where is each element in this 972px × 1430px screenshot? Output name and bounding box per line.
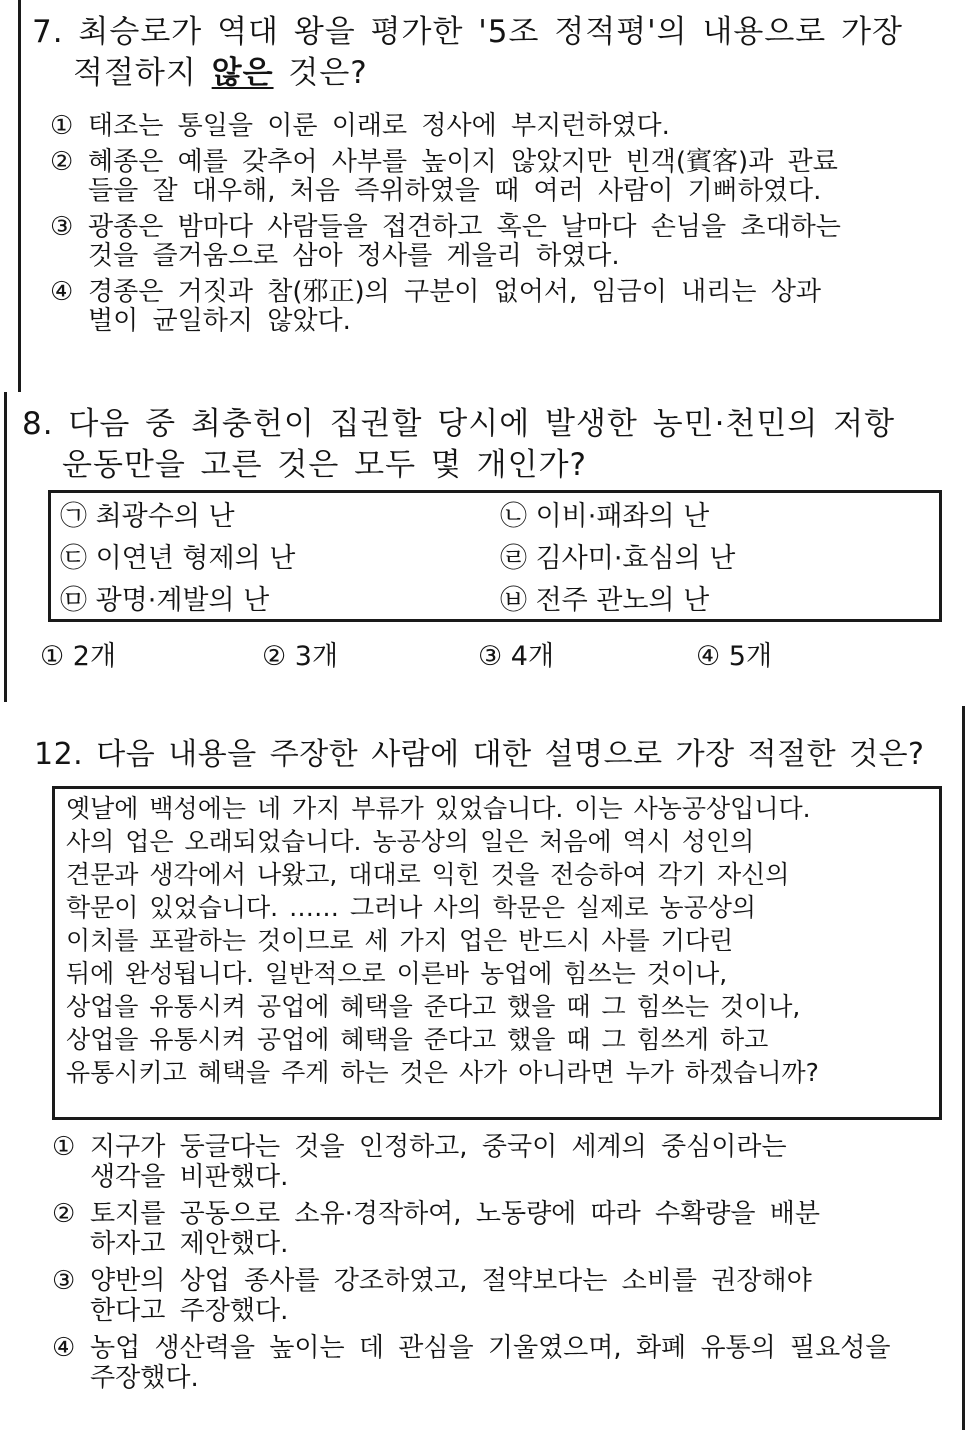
choice-text-cont: 한다고 주장했다.	[90, 1296, 289, 1326]
choice-item[interactable]	[52, 1333, 891, 1393]
question-7-title-post: 것은?	[273, 55, 368, 91]
answer-option[interactable]: ② 3개	[262, 641, 339, 672]
choice-text: 양반의 상업 종사를 강조하였고, 절약보다는 소비를 권장해야	[90, 1266, 812, 1296]
choice-text-cont: 벌이 균일하지 않았다.	[88, 306, 351, 336]
choice-item[interactable]	[50, 213, 841, 271]
item-b	[500, 496, 709, 538]
choice-item[interactable]	[52, 1132, 891, 1192]
item-mark: ㉣	[500, 543, 527, 574]
item-text: 전주 관노의 난	[535, 585, 710, 616]
passage-line: 유통시키고 혜택을 주게 하는 것은 사가 아니라면 누가 하겠습니까?	[66, 1058, 819, 1087]
answer-option[interactable]: ③ 4개	[478, 641, 555, 672]
passage-line: 학문이 있었습니다. …… 그러나 사의 학문은 실제로 농공상의	[66, 893, 757, 922]
question-7-emphasis: 않은	[211, 55, 274, 91]
choice-number: ②	[50, 147, 74, 177]
choice-text-cont: 것을 즐거움으로 삼아 정사를 게을리 하였다.	[88, 241, 620, 271]
question-7-title	[32, 12, 903, 94]
choice-item[interactable]	[52, 1266, 891, 1326]
passage-line: 상업을 유통시켜 공업에 혜택을 준다고 했을 때 그 힘쓰는 것이나,	[66, 992, 801, 1021]
choice-text: 혜종은 예를 갖추어 사부를 높이지 않았지만 빈객(賓客)과 관료	[88, 147, 838, 177]
item-text: 이연년 형제의 난	[95, 543, 296, 574]
choice-item[interactable]	[50, 112, 841, 141]
item-a	[60, 496, 235, 538]
choice-text-cont: 하자고 제안했다.	[90, 1229, 289, 1259]
left-margin-line-q7	[18, 0, 21, 392]
question-8-title-line2: 운동만을 고른 것은 모두 몇 개인가?	[62, 447, 587, 483]
choice-text: 경종은 거짓과 참(邪正)의 구분이 없어서, 임금이 내리는 상과	[88, 277, 821, 307]
answer-option[interactable]: ① 2개	[40, 641, 117, 672]
choice-item[interactable]	[50, 278, 841, 336]
question-8-title-line1: 8. 다음 중 최충헌이 집권할 당시에 발생한 농민·천민의 저항	[22, 406, 896, 442]
item-f	[500, 580, 709, 622]
choice-number: ④	[50, 277, 74, 307]
passage-line: 견문과 생각에서 나왔고, 대대로 익힌 것을 전승하여 각기 자신의	[66, 860, 790, 889]
right-margin-line-q12	[962, 706, 965, 1430]
choice-number: ③	[52, 1266, 76, 1296]
item-mark: ㉤	[60, 585, 87, 616]
item-mark: ㉢	[60, 543, 87, 574]
choice-number: ③	[50, 212, 74, 242]
choice-number: ④	[52, 1333, 76, 1363]
item-text: 최광수의 난	[95, 501, 235, 532]
question-7-choices	[50, 112, 841, 343]
passage-line: 상업을 유통시켜 공업에 혜택을 준다고 했을 때 그 힘쓰게 하고	[66, 1025, 769, 1054]
item-e	[60, 580, 269, 622]
choice-number: ①	[50, 111, 74, 141]
passage-line: 이치를 포괄하는 것이므로 세 가지 업은 반드시 사를 기다린	[66, 926, 734, 955]
choice-text-cont: 생각을 비판했다.	[90, 1162, 289, 1192]
passage-line: 뒤에 완성됩니다. 일반적으로 이른바 농업에 힘쓰는 것이나,	[66, 959, 728, 988]
choice-text: 태조는 통일을 이룬 이래로 정사에 부지런하였다.	[88, 111, 670, 141]
item-mark: ㉡	[500, 501, 527, 532]
choice-item[interactable]	[52, 1199, 891, 1259]
choice-text: 지구가 둥글다는 것을 인정하고, 중국이 세계의 중심이라는	[90, 1132, 787, 1162]
item-c	[60, 538, 295, 580]
question-12-title: 12. 다음 내용을 주장한 사람에 대한 설명으로 가장 적절한 것은?	[34, 737, 925, 772]
item-mark: ㉠	[60, 501, 87, 532]
item-mark: ㉥	[500, 585, 527, 616]
answer-option[interactable]: ④ 5개	[696, 641, 773, 672]
choice-text: 토지를 공동으로 소유·경작하여, 노동량에 따라 수확량을 배분	[90, 1199, 821, 1229]
question-7-title-pre: 적절하지	[73, 55, 212, 91]
question-12-choices	[52, 1132, 891, 1400]
choice-text: 광종은 밤마다 사람들을 접견하고 혹은 날마다 손님을 초대하는	[88, 212, 841, 242]
passage-line: 사의 업은 오래되었습니다. 농공상의 일은 처음에 역시 성인의	[66, 827, 755, 856]
question-8-items	[60, 496, 930, 622]
question-7-title-line2	[32, 53, 903, 94]
question-8-answers	[40, 634, 940, 674]
item-text: 이비·패좌의 난	[535, 501, 710, 532]
item-text: 광명·계발의 난	[95, 585, 270, 616]
left-margin-line-q8	[4, 392, 7, 702]
passage-line: 옛날에 백성에는 네 가지 부류가 있었습니다. 이는 사농공상입니다.	[66, 794, 811, 823]
choice-item[interactable]	[50, 148, 841, 206]
item-text: 김사미·효심의 난	[535, 543, 736, 574]
choice-text-cont: 주장했다.	[90, 1363, 199, 1393]
question-7-title-line1: 7. 최승로가 역대 왕을 평가한 '5조 정적평'의 내용으로 가장	[32, 14, 903, 50]
question-8-title	[22, 404, 895, 486]
question-12-passage	[66, 792, 819, 1089]
item-d	[500, 538, 735, 580]
choice-number: ②	[52, 1199, 76, 1229]
choice-text: 농업 생산력을 높이는 데 관심을 기울였으며, 화폐 유통의 필요성을	[90, 1333, 891, 1363]
choice-text-cont: 들을 잘 대우해, 처음 즉위하였을 때 여러 사람이 기뻐하였다.	[88, 176, 822, 206]
choice-number: ①	[52, 1132, 76, 1162]
